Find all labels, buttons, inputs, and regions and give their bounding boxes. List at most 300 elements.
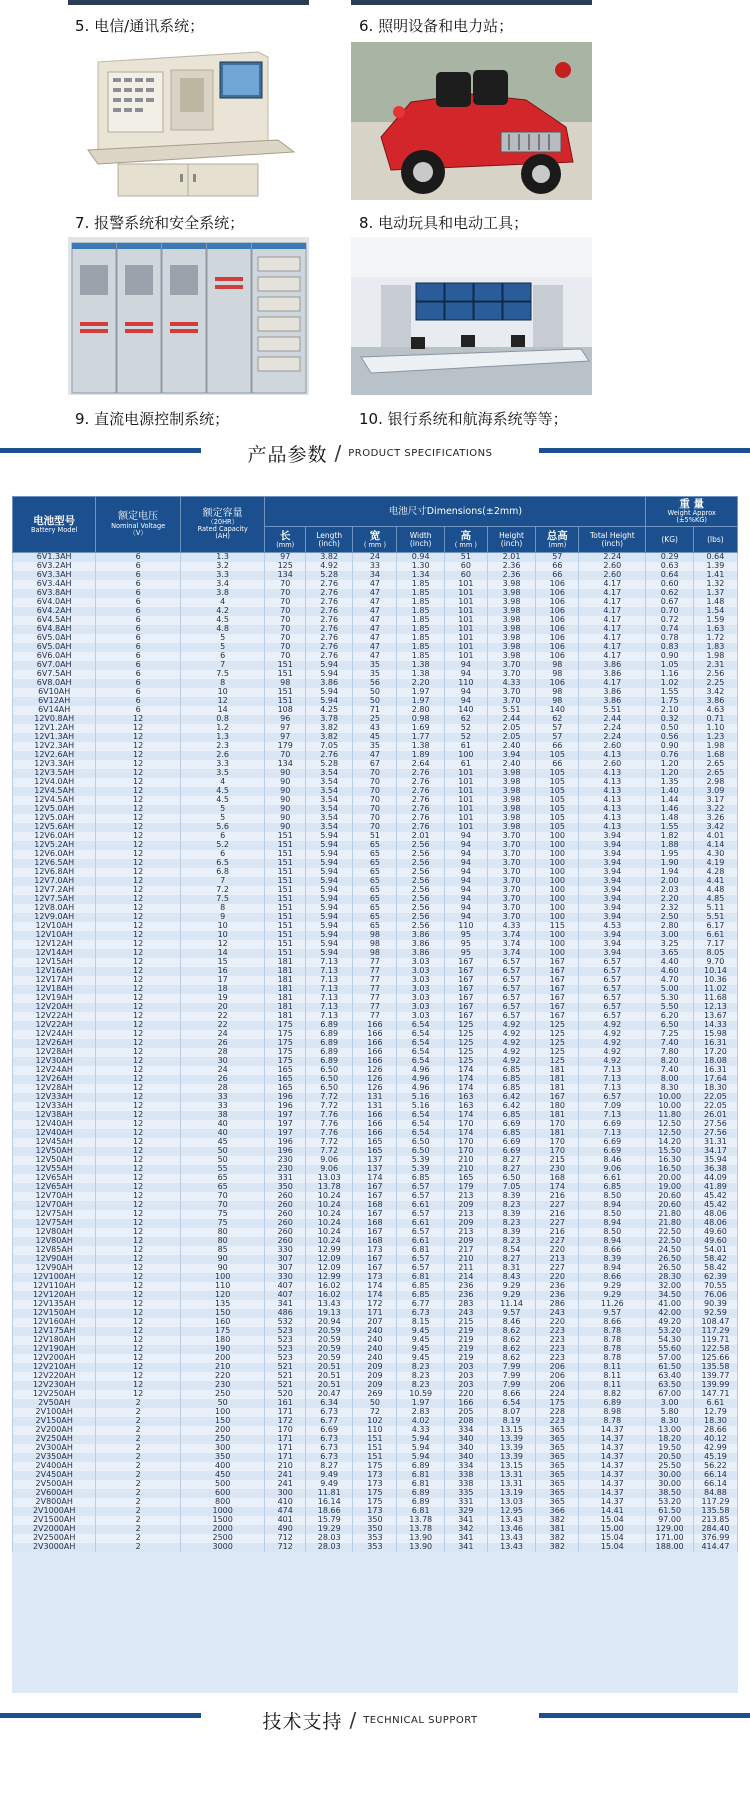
cell-width-inch: 6.85 <box>397 1174 444 1183</box>
cell-weight-lbs: 4.41 <box>693 877 737 886</box>
cell-length-inch: 6.89 <box>305 1048 352 1057</box>
cell-width-inch: 2.76 <box>397 823 444 832</box>
cell-capacity: 2000 <box>180 1525 265 1534</box>
cell-weight-kg: 49.20 <box>646 1318 693 1327</box>
cell-capacity: 30 <box>180 1057 265 1066</box>
cell-height-inch: 8.19 <box>487 1417 536 1426</box>
cell-width-inch: 6.57 <box>397 1192 444 1201</box>
cell-total-height-inch: 4.17 <box>579 634 646 643</box>
cell-height-mm: 340 <box>444 1453 487 1462</box>
cell-height-inch: 8.54 <box>487 1246 536 1255</box>
cell-capacity: 250 <box>180 1390 265 1399</box>
cell-voltage: 12 <box>96 1336 181 1345</box>
cell-width-inch: 6.81 <box>397 1471 444 1480</box>
cell-total-height-inch: 14.37 <box>579 1444 646 1453</box>
cell-model: 12V18AH <box>13 985 96 994</box>
cell-height-mm: 94 <box>444 886 487 895</box>
cell-weight-kg: 20.60 <box>646 1192 693 1201</box>
cell-total-height-inch: 8.66 <box>579 1273 646 1282</box>
cell-length-mm: 70 <box>265 643 306 652</box>
cell-length-inch: 10.24 <box>305 1201 352 1210</box>
cell-voltage: 2 <box>96 1426 181 1435</box>
cell-width-mm: 131 <box>353 1102 397 1111</box>
cell-total-height-inch: 4.17 <box>579 589 646 598</box>
cell-capacity: 7.5 <box>180 895 265 904</box>
cell-weight-lbs: 31.31 <box>693 1138 737 1147</box>
cell-width-inch: 3.86 <box>397 949 444 958</box>
cell-total-height-inch: 6.61 <box>579 1174 646 1183</box>
cell-height-inch: 6.42 <box>487 1093 536 1102</box>
cell-model: 6V5.0AH <box>13 643 96 652</box>
cell-total-height-mm: 167 <box>536 985 579 994</box>
cell-total-height-inch: 15.04 <box>579 1516 646 1525</box>
cell-weight-kg: 1.94 <box>646 868 693 877</box>
cell-width-mm: 47 <box>353 598 397 607</box>
cell-weight-kg: 6.20 <box>646 1012 693 1021</box>
banner-tab <box>201 437 539 469</box>
header-capacity: 额定容量 （20HR） Rated Capacity (AH) <box>180 497 265 553</box>
table-row <box>13 1507 738 1516</box>
cell-width-inch: 1.97 <box>397 1399 444 1408</box>
cell-total-height-mm: 105 <box>536 751 579 760</box>
cell-weight-kg: 28.30 <box>646 1273 693 1282</box>
cell-model: 12V65AH <box>13 1183 96 1192</box>
cell-width-inch: 2.76 <box>397 805 444 814</box>
cell-height-inch: 2.36 <box>487 571 536 580</box>
cell-width-mm: 168 <box>353 1201 397 1210</box>
cell-total-height-mm: 98 <box>536 670 579 679</box>
table-row <box>13 1345 738 1354</box>
cell-height-inch: 13.43 <box>487 1516 536 1525</box>
cell-model: 12V2.6AH <box>13 751 96 760</box>
cell-weight-kg: 1.88 <box>646 841 693 850</box>
cell-height-inch: 6.57 <box>487 958 536 967</box>
cell-weight-kg: 57.00 <box>646 1354 693 1363</box>
cell-total-height-mm: 220 <box>536 1246 579 1255</box>
cell-weight-lbs: 27.56 <box>693 1129 737 1138</box>
cell-weight-lbs: 1.41 <box>693 571 737 580</box>
cell-total-height-mm: 223 <box>536 1336 579 1345</box>
table-row <box>13 1390 738 1399</box>
cell-weight-kg: 1.20 <box>646 760 693 769</box>
cell-model: 6V14AH <box>13 706 96 715</box>
cell-total-height-inch: 6.57 <box>579 1003 646 1012</box>
cell-length-inch: 6.73 <box>305 1435 352 1444</box>
cell-width-inch: 4.02 <box>397 1417 444 1426</box>
cell-total-height-mm: 100 <box>536 850 579 859</box>
cell-width-mm: 151 <box>353 1453 397 1462</box>
cell-model: 2V50AH <box>13 1399 96 1408</box>
cell-weight-lbs: 4.85 <box>693 895 737 904</box>
cell-height-inch: 3.70 <box>487 868 536 877</box>
cell-length-inch: 5.94 <box>305 895 352 904</box>
table-row <box>13 1174 738 1183</box>
cell-capacity: 80 <box>180 1228 265 1237</box>
table-row <box>13 877 738 886</box>
table-row <box>13 1381 738 1390</box>
cell-model: 12V10AH <box>13 922 96 931</box>
cell-voltage: 12 <box>96 742 181 751</box>
cell-voltage: 2 <box>96 1525 181 1534</box>
cell-total-height-inch: 9.29 <box>579 1291 646 1300</box>
cell-weight-kg: 21.80 <box>646 1210 693 1219</box>
cell-width-inch: 0.94 <box>397 553 444 562</box>
cell-capacity: 50 <box>180 1147 265 1156</box>
cell-capacity: 4.2 <box>180 607 265 616</box>
cell-voltage: 6 <box>96 688 181 697</box>
cell-width-mm: 70 <box>353 814 397 823</box>
cell-width-mm: 65 <box>353 859 397 868</box>
cell-total-height-mm: 167 <box>536 1093 579 1102</box>
cell-total-height-mm: 66 <box>536 562 579 571</box>
cell-width-mm: 168 <box>353 1237 397 1246</box>
cell-voltage: 12 <box>96 1390 181 1399</box>
cell-height-inch: 9.29 <box>487 1282 536 1291</box>
cell-height-inch: 3.98 <box>487 598 536 607</box>
cell-height-mm: 94 <box>444 877 487 886</box>
cell-model: 12V250AH <box>13 1390 96 1399</box>
cell-length-mm: 90 <box>265 769 306 778</box>
cell-voltage: 12 <box>96 1318 181 1327</box>
cell-width-mm: 77 <box>353 1012 397 1021</box>
cell-total-height-mm: 216 <box>536 1228 579 1237</box>
table-row <box>13 571 738 580</box>
cell-voltage: 12 <box>96 1129 181 1138</box>
cell-capacity: 100 <box>180 1408 265 1417</box>
cell-weight-kg: 3.65 <box>646 949 693 958</box>
cell-width-mm: 35 <box>353 742 397 751</box>
cell-total-height-inch: 7.09 <box>579 1102 646 1111</box>
cell-total-height-mm: 365 <box>536 1435 579 1444</box>
cell-width-mm: 51 <box>353 832 397 841</box>
cell-weight-kg: 1.20 <box>646 769 693 778</box>
cell-length-mm: 181 <box>265 967 306 976</box>
cell-voltage: 12 <box>96 1147 181 1156</box>
table-row <box>13 994 738 1003</box>
cell-weight-lbs: 1.98 <box>693 742 737 751</box>
cell-width-inch: 1.85 <box>397 634 444 643</box>
cell-height-mm: 167 <box>444 967 487 976</box>
cell-total-height-mm: 175 <box>536 1399 579 1408</box>
cell-weight-lbs: 4.19 <box>693 859 737 868</box>
cell-weight-lbs: 41.89 <box>693 1183 737 1192</box>
table-row <box>13 1327 738 1336</box>
cell-weight-kg: 12.50 <box>646 1129 693 1138</box>
header-total-height-mm: 总高 (mm) <box>536 527 579 553</box>
cell-model: 12V65AH <box>13 1174 96 1183</box>
cell-length-mm: 151 <box>265 904 306 913</box>
table-row <box>13 940 738 949</box>
cell-height-mm: 342 <box>444 1525 487 1534</box>
cell-total-height-inch: 4.17 <box>579 652 646 661</box>
cell-height-inch: 13.39 <box>487 1435 536 1444</box>
cell-total-height-inch: 6.57 <box>579 985 646 994</box>
cell-model: 6V3.8AH <box>13 589 96 598</box>
cell-weight-kg: 0.72 <box>646 616 693 625</box>
cell-weight-kg: 38.50 <box>646 1489 693 1498</box>
cell-height-mm: 341 <box>444 1543 487 1552</box>
cell-length-inch: 6.69 <box>305 1426 352 1435</box>
cell-length-mm: 98 <box>265 679 306 688</box>
cell-width-mm: 209 <box>353 1363 397 1372</box>
cell-height-inch: 3.74 <box>487 940 536 949</box>
cell-voltage: 12 <box>96 1156 181 1165</box>
cell-capacity: 1500 <box>180 1516 265 1525</box>
cell-voltage: 2 <box>96 1462 181 1471</box>
cell-total-height-inch: 6.57 <box>579 958 646 967</box>
cell-total-height-mm: 57 <box>536 553 579 562</box>
cell-height-inch: 8.31 <box>487 1264 536 1273</box>
cell-height-mm: 94 <box>444 841 487 850</box>
cell-width-inch: 4.96 <box>397 1084 444 1093</box>
table-row <box>13 805 738 814</box>
cell-length-inch: 9.06 <box>305 1156 352 1165</box>
cell-height-mm: 95 <box>444 940 487 949</box>
cell-capacity: 7.2 <box>180 886 265 895</box>
cell-weight-lbs: 4.48 <box>693 886 737 895</box>
banner-title-cn: 技术支持 <box>262 1710 343 1733</box>
cell-length-inch: 7.13 <box>305 1003 352 1012</box>
cell-length-mm: 151 <box>265 688 306 697</box>
cell-width-inch: 2.56 <box>397 850 444 859</box>
cell-model: 12V135AH <box>13 1300 96 1309</box>
cell-total-height-mm: 382 <box>536 1534 579 1543</box>
cell-total-height-inch: 6.57 <box>579 967 646 976</box>
cell-model: 12V28AH <box>13 1048 96 1057</box>
cell-total-height-inch: 4.13 <box>579 796 646 805</box>
cell-height-inch: 6.54 <box>487 1399 536 1408</box>
cell-width-inch: 6.81 <box>397 1507 444 1516</box>
cell-length-mm: 197 <box>265 1111 306 1120</box>
cell-model: 12V20AH <box>13 1003 96 1012</box>
cell-height-inch: 2.44 <box>487 715 536 724</box>
cell-model: 12V5.0AH <box>13 805 96 814</box>
cell-voltage: 12 <box>96 913 181 922</box>
cell-width-mm: 70 <box>353 823 397 832</box>
cell-model: 12V90AH <box>13 1264 96 1273</box>
cell-height-inch: 8.66 <box>487 1390 536 1399</box>
cell-length-mm: 341 <box>265 1300 306 1309</box>
cell-weight-lbs: 1.63 <box>693 625 737 634</box>
cell-capacity: 18 <box>180 985 265 994</box>
cell-length-mm: 151 <box>265 832 306 841</box>
cell-capacity: 100 <box>180 1273 265 1282</box>
cell-height-mm: 52 <box>444 733 487 742</box>
cell-width-mm: 167 <box>353 1255 397 1264</box>
cell-voltage: 12 <box>96 1048 181 1057</box>
table-row <box>13 1048 738 1057</box>
cell-total-height-inch: 8.50 <box>579 1192 646 1201</box>
cell-width-inch: 2.76 <box>397 814 444 823</box>
cell-height-inch: 3.70 <box>487 841 536 850</box>
cell-weight-lbs: 22.05 <box>693 1102 737 1111</box>
cell-length-mm: 161 <box>265 1399 306 1408</box>
cell-voltage: 12 <box>96 796 181 805</box>
cell-length-inch: 7.05 <box>305 742 352 751</box>
cell-length-mm: 70 <box>265 580 306 589</box>
cell-model: 6V5.0AH <box>13 634 96 643</box>
banner-tab <box>201 1703 539 1737</box>
cell-height-inch: 3.98 <box>487 787 536 796</box>
cell-width-mm: 165 <box>353 1138 397 1147</box>
cell-width-mm: 50 <box>353 688 397 697</box>
cell-capacity: 6 <box>180 652 265 661</box>
cell-total-height-inch: 3.94 <box>579 949 646 958</box>
cell-model: 12V7.5AH <box>13 895 96 904</box>
cell-capacity: 26 <box>180 1039 265 1048</box>
cell-total-height-mm: 66 <box>536 742 579 751</box>
cell-height-inch: 2.40 <box>487 760 536 769</box>
cell-width-inch: 8.23 <box>397 1363 444 1372</box>
cell-total-height-inch: 4.92 <box>579 1048 646 1057</box>
cell-height-inch: 4.92 <box>487 1048 536 1057</box>
cell-total-height-mm: 100 <box>536 877 579 886</box>
cell-voltage: 12 <box>96 931 181 940</box>
cell-weight-kg: 2.50 <box>646 913 693 922</box>
cell-length-mm: 175 <box>265 1039 306 1048</box>
cell-total-height-inch: 7.13 <box>579 1075 646 1084</box>
cell-height-inch: 9.57 <box>487 1309 536 1318</box>
cell-voltage: 12 <box>96 985 181 994</box>
application-caption-10: 10. 银行系统和航海系统等等； <box>359 410 568 428</box>
cell-total-height-mm: 181 <box>536 1075 579 1084</box>
cell-length-mm: 90 <box>265 787 306 796</box>
cell-model: 12V17AH <box>13 976 96 985</box>
cell-length-inch: 20.94 <box>305 1318 352 1327</box>
cell-length-mm: 96 <box>265 715 306 724</box>
cell-length-mm: 151 <box>265 850 306 859</box>
cell-total-height-mm: 365 <box>536 1426 579 1435</box>
cell-height-mm: 101 <box>444 805 487 814</box>
cell-total-height-mm: 100 <box>536 832 579 841</box>
cell-model: 12V15AH <box>13 958 96 967</box>
cell-weight-kg: 26.50 <box>646 1255 693 1264</box>
cell-total-height-mm: 125 <box>536 1039 579 1048</box>
cell-length-mm: 241 <box>265 1480 306 1489</box>
cell-model: 12V70AH <box>13 1192 96 1201</box>
cell-model: 12V80AH <box>13 1237 96 1246</box>
table-row <box>13 679 738 688</box>
cell-model: 6V8.0AH <box>13 679 96 688</box>
cell-total-height-mm: 98 <box>536 697 579 706</box>
table-row <box>13 1453 738 1462</box>
cell-width-mm: 45 <box>353 733 397 742</box>
cell-weight-kg: 8.20 <box>646 1057 693 1066</box>
table-row <box>13 814 738 823</box>
cell-total-height-mm: 230 <box>536 1165 579 1174</box>
cell-length-mm: 171 <box>265 1408 306 1417</box>
table-row <box>13 670 738 679</box>
cell-voltage: 12 <box>96 715 181 724</box>
cell-voltage: 12 <box>96 814 181 823</box>
cell-width-mm: 98 <box>353 940 397 949</box>
cell-model: 12V55AH <box>13 1165 96 1174</box>
cell-voltage: 6 <box>96 598 181 607</box>
cell-height-mm: 203 <box>444 1372 487 1381</box>
cell-model: 12V38AH <box>13 1111 96 1120</box>
cell-height-mm: 101 <box>444 769 487 778</box>
cell-width-inch: 6.57 <box>397 1228 444 1237</box>
table-row <box>13 1129 738 1138</box>
cell-height-inch: 3.98 <box>487 616 536 625</box>
cell-width-inch: 2.01 <box>397 832 444 841</box>
table-row <box>13 1120 738 1129</box>
cell-voltage: 6 <box>96 553 181 562</box>
cell-weight-kg: 22.50 <box>646 1228 693 1237</box>
cell-voltage: 12 <box>96 1210 181 1219</box>
cell-width-inch: 1.97 <box>397 688 444 697</box>
cell-length-mm: 108 <box>265 706 306 715</box>
cell-length-inch: 5.28 <box>305 571 352 580</box>
cell-weight-kg: 8.30 <box>646 1417 693 1426</box>
cell-length-mm: 300 <box>265 1489 306 1498</box>
cell-voltage: 6 <box>96 634 181 643</box>
cell-width-mm: 72 <box>353 1408 397 1417</box>
cell-voltage: 12 <box>96 1174 181 1183</box>
cell-weight-kg: 10.00 <box>646 1093 693 1102</box>
cell-width-inch: 6.57 <box>397 1264 444 1273</box>
cell-length-mm: 170 <box>265 1426 306 1435</box>
cell-capacity: 10 <box>180 922 265 931</box>
cell-weight-lbs: 5.51 <box>693 913 737 922</box>
cell-length-inch: 10.24 <box>305 1192 352 1201</box>
cell-length-inch: 3.82 <box>305 733 352 742</box>
cell-model: 12V16AH <box>13 967 96 976</box>
cell-model: 2V300AH <box>13 1444 96 1453</box>
cell-total-height-inch: 6.57 <box>579 994 646 1003</box>
cell-total-height-inch: 2.60 <box>579 760 646 769</box>
cell-voltage: 2 <box>96 1498 181 1507</box>
cell-voltage: 6 <box>96 679 181 688</box>
cell-total-height-mm: 224 <box>536 1390 579 1399</box>
cell-model: 12V50AH <box>13 1147 96 1156</box>
cell-height-mm: 334 <box>444 1462 487 1471</box>
table-row <box>13 868 738 877</box>
cell-model: 6V4.5AH <box>13 616 96 625</box>
cell-length-inch: 7.72 <box>305 1147 352 1156</box>
cell-length-inch: 6.89 <box>305 1021 352 1030</box>
cell-total-height-inch: 6.89 <box>579 1399 646 1408</box>
cell-width-mm: 168 <box>353 1219 397 1228</box>
table-row <box>13 841 738 850</box>
cell-width-inch: 6.57 <box>397 1210 444 1219</box>
cell-weight-kg: 0.78 <box>646 634 693 643</box>
cell-total-height-inch: 14.37 <box>579 1480 646 1489</box>
cell-width-inch: 5.16 <box>397 1102 444 1111</box>
table-row <box>13 589 738 598</box>
cell-model: 6V3.3AH <box>13 571 96 580</box>
cell-total-height-inch: 4.13 <box>579 787 646 796</box>
cell-width-inch: 6.57 <box>397 1183 444 1192</box>
header-weight: 重 量 Weight Approx (±5%KG) <box>646 497 738 527</box>
cell-total-height-mm: 220 <box>536 1318 579 1327</box>
cell-height-inch: 6.69 <box>487 1147 536 1156</box>
cell-voltage: 12 <box>96 850 181 859</box>
cell-height-inch: 7.99 <box>487 1381 536 1390</box>
cell-model: 12V33AH <box>13 1093 96 1102</box>
cell-length-inch: 5.94 <box>305 922 352 931</box>
cell-weight-lbs: 10.14 <box>693 967 737 976</box>
cell-capacity: 75 <box>180 1219 265 1228</box>
cell-width-inch: 10.59 <box>397 1390 444 1399</box>
cell-length-inch: 7.13 <box>305 985 352 994</box>
cell-model: 12V9.0AH <box>13 913 96 922</box>
cell-length-mm: 520 <box>265 1390 306 1399</box>
cell-length-mm: 165 <box>265 1075 306 1084</box>
table-row <box>13 715 738 724</box>
cell-width-mm: 167 <box>353 1210 397 1219</box>
cell-height-inch: 13.19 <box>487 1489 536 1498</box>
